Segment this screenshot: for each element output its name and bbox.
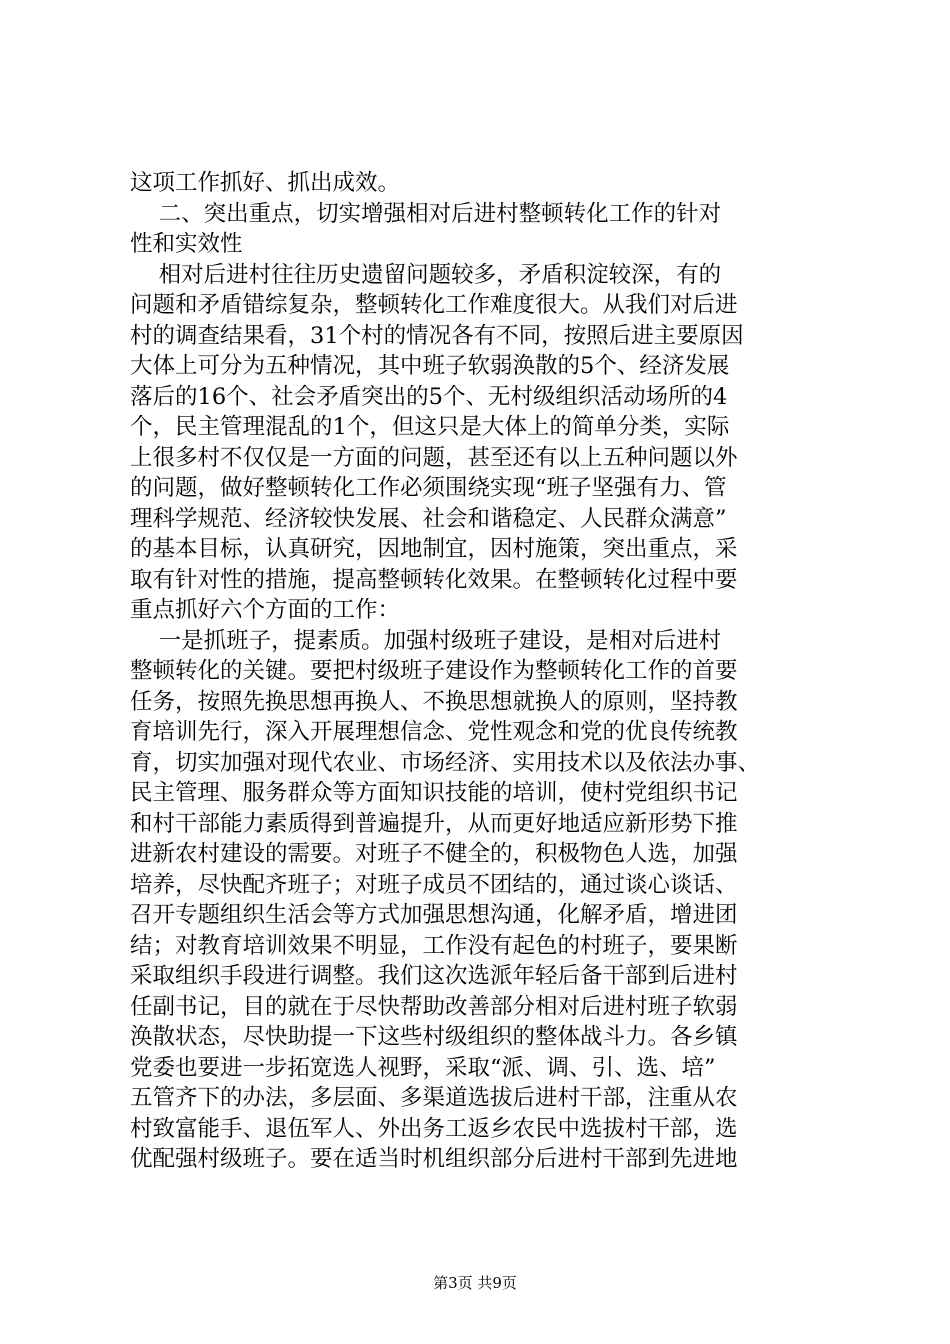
text-line: 培养，尽快配齐班子；对班子成员不团结的，通过谈心谈话、 <box>130 871 738 898</box>
text-line: 村的调查结果看，31个村的情况各有不同，按照后进主要原因 <box>130 322 744 349</box>
text-line: 这项工作抓好、抓出成效。 <box>130 170 401 196</box>
text-line: 落后的16个、社会矛盾突出的5个、无村级组织活动场所的4 <box>130 383 728 410</box>
text-line: 任务，按照先换思想再换人、不换思想就换人的原则，坚持教 <box>130 688 738 715</box>
text-line: 召开专题组织生活会等方式加强思想沟通，化解矛盾，增进团 <box>130 902 738 928</box>
text-line: 问题和矛盾错综复杂，整顿转化工作难度很大。从我们对后进 <box>130 292 738 318</box>
document-body <box>130 168 830 1175</box>
text-line: 育，切实加强对现代农业、市场经济、实用技术以及依法办事、 <box>130 749 761 776</box>
text-line: 和村干部能力素质得到普遍提升，从而更好地适应新形势下推 <box>130 810 738 837</box>
text-line: 进新农村建设的需要。对班子不健全的，积极物色人选，加强 <box>130 841 738 867</box>
text-line: 村致富能手、退伍军人、外出务工返乡农民中选拔村干部，选 <box>130 1115 738 1142</box>
text-line: 重点抓好六个方面的工作： <box>130 597 401 623</box>
text-line: 的基本目标，认真研究，因地制宜，因村施策，突出重点，采 <box>130 536 738 562</box>
text-line: 二、突出重点，切实增强相对后进村整顿转化工作的针对 <box>130 200 722 227</box>
text-line: 党委也要进一步拓宽选人视野，采取“派、调、引、选、培” <box>130 1054 716 1081</box>
text-line: 理科学规范、经济较快发展、社会和谐稳定、人民群众满意” <box>130 505 727 532</box>
page-footer: 第3页 共9页 <box>433 1274 517 1292</box>
text-line: 涣散状态，尽快助提一下这些村级组织的整体战斗力。各乡镇 <box>130 1024 738 1050</box>
text-line: 个，民主管理混乱的1个，但这只是大体上的简单分类，实际 <box>130 414 730 440</box>
text-line: 采取组织手段进行调整。我们这次选派年轻后备干部到后进村 <box>130 963 738 989</box>
text-line: 五管齐下的办法，多层面、多渠道选拔后进村干部，注重从农 <box>130 1085 738 1111</box>
text-line: 取有针对性的措施，提高整顿转化效果。在整顿转化过程中要 <box>130 566 738 593</box>
text-line: 大体上可分为五种情况，其中班子软弱涣散的5个、经济发展 <box>130 353 730 379</box>
text-line: 民主管理、服务群众等方面知识技能的培训，使村党组织书记 <box>130 780 738 806</box>
text-line: 一是抓班子，提素质。加强村级班子建设，是相对后进村 <box>130 627 722 654</box>
text-line: 性和实效性 <box>130 231 243 257</box>
text-line: 结；对教育培训效果不明显，工作没有起色的村班子，要果断 <box>130 932 738 959</box>
text-line: 育培训先行，深入开展理想信念、党性观念和党的优良传统教 <box>130 719 738 745</box>
text-line: 任副书记，目的就在于尽快帮助改善部分相对后进村班子软弱 <box>130 993 738 1020</box>
text-line: 相对后进村往往历史遗留问题较多，矛盾积淀较深，有的 <box>130 261 722 288</box>
text-line: 优配强村级班子。要在适当时机组织部分后进村干部到先进地 <box>130 1146 738 1172</box>
text-line: 整顿转化的关键。要把村级班子建设作为整顿转化工作的首要 <box>130 658 738 684</box>
text-line: 上很多村不仅仅是一方面的问题，甚至还有以上五种问题以外 <box>130 444 738 471</box>
text-line: 的问题，做好整顿转化工作必须围绕实现“班子坚强有力、管 <box>130 475 727 501</box>
